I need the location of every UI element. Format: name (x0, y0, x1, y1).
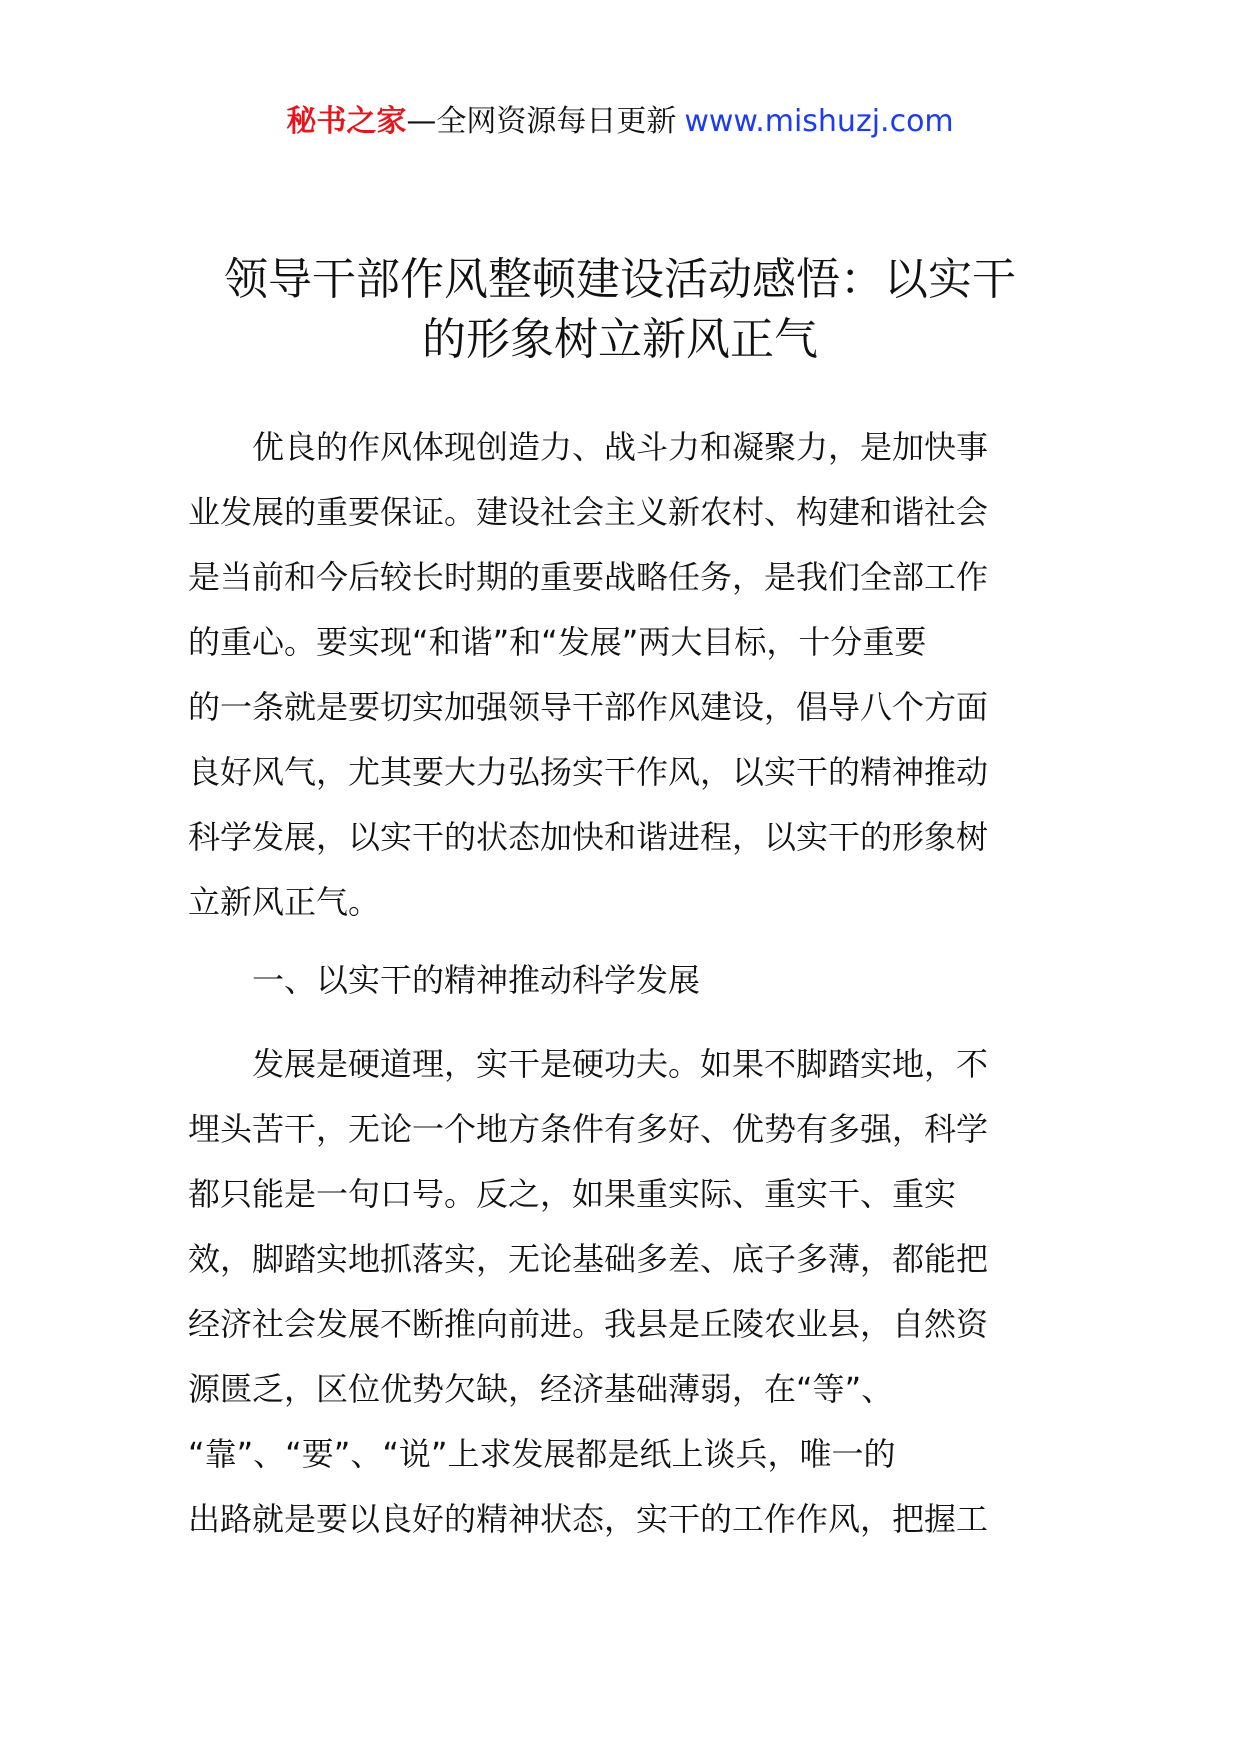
brand-name: 秘书之家 (286, 104, 407, 139)
title-line: 领导干部作风整顿建设活动感悟：以实干 (224, 254, 1016, 305)
site-header (0, 100, 1240, 144)
paragraph-line: “靠”、“要”、“说”上求发展都是纸上谈兵，唯一的 (188, 1435, 896, 1473)
section-heading (188, 948, 1058, 1013)
paragraph-line: 业发展的重要保证。建设社会主义新农村、构建和谐社会 (188, 493, 989, 531)
section-heading-text: 一、以实干的精神推动科学发展 (188, 961, 701, 999)
paragraph-intro (188, 415, 1058, 935)
title-line: 的形象树立新风正气 (422, 314, 818, 365)
paragraph-line: 效，脚踏实地抓落实，无论基础多差、底子多薄，都能把 (188, 1240, 989, 1278)
document-title (150, 250, 1090, 370)
site-url-link[interactable]: www.mishuzj.com (684, 104, 954, 139)
paragraph-line: 发展是硬道理，实干是硬功夫。如果不脚踏实地，不 (188, 1045, 989, 1083)
paragraph-line: 埋头苦干，无论一个地方条件有多好、优势有多强，科学 (188, 1110, 989, 1148)
paragraph-line: 科学发展，以实干的状态加快和谐进程，以实干的形象树 (188, 818, 989, 856)
paragraph-line: 是当前和今后较长时期的重要战略任务，是我们全部工作 (188, 558, 989, 596)
paragraph-line: 立新风正气。 (188, 883, 381, 921)
paragraph-line: 良好风气，尤其要大力弘扬实干作风，以实干的精神推动 (188, 753, 989, 791)
paragraph-section1 (188, 1032, 1058, 1552)
paragraph-line: 的重心。要实现“和谐”和“发展”两大目标，十分重要 (188, 623, 927, 661)
paragraph-line: 经济社会发展不断推向前进。我县是丘陵农业县，自然资 (188, 1305, 989, 1343)
paragraph-line: 都只能是一句口号。反之，如果重实际、重实干、重实 (188, 1175, 957, 1213)
paragraph-line: 的一条就是要切实加强领导干部作风建设，倡导八个方面 (188, 688, 989, 726)
header-tagline: —全网资源每日更新 (406, 104, 677, 139)
paragraph-line: 出路就是要以良好的精神状态，实干的工作作风，把握工 (188, 1500, 989, 1538)
paragraph-line: 优良的作风体现创造力、战斗力和凝聚力，是加快事 (188, 428, 989, 466)
paragraph-line: 源匮乏，区位优势欠缺，经济基础薄弱，在“等”、 (188, 1370, 894, 1408)
